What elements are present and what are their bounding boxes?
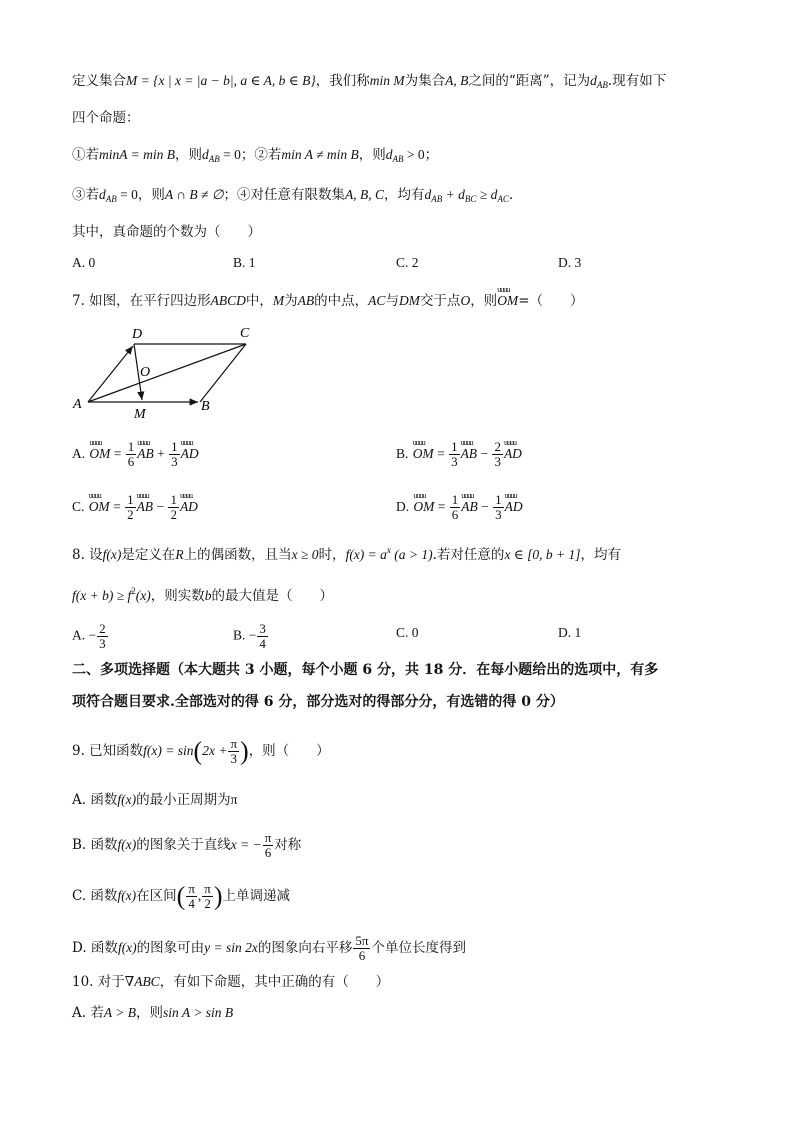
text: 中， [245, 293, 273, 309]
text: 个单位长度得到 [371, 940, 466, 956]
text: D. 函数 [72, 940, 118, 956]
section-2-heading-line-1: 二、多项选择题（本大题共 3 小题，每个小题 6 分，共 18 分．在每小题给出的选项中，有多 [72, 662, 659, 678]
denominator: 6 [451, 507, 459, 522]
numerator: 1 [170, 492, 177, 507]
numerator: 2 [99, 621, 106, 636]
q8-option-a[interactable] [72, 622, 109, 651]
q10-option-a[interactable] [72, 1003, 233, 1023]
vector-om: uuuu OM [497, 291, 518, 311]
text: 9. 已知函数 [72, 743, 144, 759]
math: π [230, 792, 238, 807]
label-a: A [73, 397, 82, 412]
fraction [186, 882, 197, 911]
math: AB [297, 293, 315, 308]
text: − [477, 446, 492, 461]
q8-option-b[interactable] [233, 622, 269, 651]
q9-option-b[interactable] [72, 831, 301, 860]
text: = [434, 499, 449, 514]
q6-option-c[interactable]: C. 2 [396, 255, 419, 270]
q8-stem-line-1 [72, 540, 621, 565]
fraction [449, 440, 460, 469]
text: ； [424, 147, 439, 163]
q6-line-1 [72, 71, 666, 95]
q7-option-b[interactable] [396, 440, 522, 469]
math: + d [442, 187, 465, 202]
q6-ask: 其中，真命题的个数为（ ） [72, 224, 261, 240]
fraction [492, 440, 503, 469]
denominator: 2 [127, 507, 134, 522]
text: ①若 [72, 147, 99, 163]
text: 为 [284, 293, 298, 309]
vector-om: uuuu OM [89, 444, 110, 464]
superscript: 2 [131, 586, 136, 596]
denominator: 6 [264, 845, 272, 860]
denominator: 2 [170, 507, 177, 522]
text: ，则 [137, 187, 165, 203]
math: f(x) [117, 940, 137, 955]
q8-option-d[interactable]: D. 1 [558, 625, 582, 640]
label-m: M [134, 407, 146, 422]
math: A > B [103, 1005, 136, 1020]
paren-left: ( [193, 736, 203, 766]
fraction [263, 831, 274, 860]
math: A, B [445, 73, 469, 88]
option-letter: C. [72, 499, 85, 514]
denominator: 6 [358, 948, 366, 963]
text: ；②若 [240, 147, 282, 163]
numerator: π [264, 830, 272, 845]
numerator: 5π [355, 933, 369, 948]
fraction [126, 440, 137, 469]
text: C. 函数 [72, 888, 118, 904]
text: A. 若 [72, 1005, 104, 1021]
math: (a > 1) [390, 547, 433, 562]
vector-om: uuuu OM [413, 497, 434, 517]
vector-ab: uuuu AB [461, 497, 478, 517]
text: ，均有 [384, 187, 425, 203]
math: = 0 [219, 147, 241, 162]
text: 的最大值是（ ） [211, 588, 333, 604]
superscript: x [386, 545, 391, 555]
math: f(x) = sin [143, 743, 194, 758]
math: f(x) [102, 547, 122, 562]
denominator: 3 [171, 454, 178, 469]
numerator: 1 [127, 439, 135, 454]
text: A. 函数 [72, 792, 118, 808]
math: ABCD [210, 293, 246, 308]
text: 7. 如图，在平行四边形 [72, 293, 211, 309]
subscript: AB [431, 194, 443, 204]
text: 与 [385, 293, 399, 309]
q9-option-c[interactable]: C. 函数f(x)在区间( $\frac{\pi}{4}$ , $\frac{\pi}{2}$ )上单调递减 [72, 881, 291, 911]
q7-option-a[interactable] [72, 440, 199, 469]
math: min A ≠ min B [281, 147, 359, 162]
set-expression: M = {x | x = |a − b|, a ∈ A, b ∈ B} [126, 73, 316, 88]
text: 8. 设 [72, 547, 103, 563]
math: d [424, 187, 432, 202]
math: A ∩ B ≠ ∅ [164, 187, 224, 202]
numerator: π [230, 736, 238, 751]
math: d [99, 187, 106, 202]
math: sin A > sin B [162, 1005, 234, 1020]
math: O [460, 293, 471, 308]
vector-ad: uuuu AD [505, 497, 523, 517]
option-letter: D. [396, 499, 410, 514]
vector-om: uuuu OM [89, 497, 110, 517]
text: ，均有 [580, 547, 622, 563]
fraction [168, 493, 179, 522]
text: 是定义在 [121, 547, 176, 563]
text: . [508, 187, 514, 203]
text: ③若 [72, 187, 99, 203]
text: 为集合 [404, 73, 446, 89]
math: ∇ABC [124, 974, 160, 989]
text: ，有如下命题，其中正确的有（ ） [159, 974, 390, 990]
numerator: π [188, 881, 195, 896]
q8-stem-line-2 [72, 581, 333, 606]
denominator: 2 [204, 896, 211, 911]
q9-option-d[interactable] [72, 934, 466, 963]
denominator: 3 [451, 454, 458, 469]
text: = [109, 499, 125, 514]
subscript: AB [208, 154, 220, 164]
math: 2x + [202, 743, 228, 758]
math: d [385, 147, 393, 162]
paren-right: ) [213, 881, 223, 911]
text: − [153, 499, 168, 514]
denominator: 3 [495, 507, 502, 522]
fraction [228, 737, 239, 766]
vector-ab: uuuu AB [461, 444, 478, 464]
text: 10. 对于 [72, 974, 125, 990]
fraction [353, 934, 370, 963]
text: ，我们称 [315, 73, 370, 89]
numerator: 3 [259, 621, 266, 636]
text: =（ ） [518, 293, 584, 309]
denominator: 3 [494, 454, 501, 469]
text: ，则实数 [150, 588, 205, 604]
subscript: AB [596, 80, 608, 90]
text: ，则 [470, 293, 498, 309]
math: x ∈ [0, b + 1] [504, 547, 581, 562]
q6-propositions-1-2 [72, 145, 438, 169]
math: y = sin 2x [204, 940, 258, 955]
math: x = − [230, 837, 262, 852]
paren-right: ) [240, 736, 249, 766]
q9-stem [72, 737, 330, 766]
math: > 0 [403, 147, 425, 162]
option-letter: B. [233, 627, 246, 643]
text: 对称 [274, 837, 302, 853]
q6-propositions-3-4 [72, 185, 513, 209]
numerator: π [204, 881, 211, 896]
option-letter: A. [72, 627, 86, 643]
vector-ab: uuuu AB [137, 497, 154, 517]
option-letter: A. [72, 446, 86, 461]
numerator: 1 [451, 439, 458, 454]
text: 交于点 [419, 293, 461, 309]
text: 在区间 [136, 888, 177, 904]
text: 定义集合 [72, 73, 126, 89]
math: A, B, C [345, 187, 385, 202]
text: 的中点， [314, 293, 369, 309]
math: R [175, 547, 184, 562]
q6-option-d[interactable]: D. 3 [558, 255, 582, 270]
text: = [110, 446, 125, 461]
text: 时， [318, 547, 346, 563]
math: f(x + b) ≥ f [72, 588, 132, 603]
text: 的图象可由 [136, 940, 205, 956]
label-o: O [140, 365, 151, 380]
subscript: BC [464, 194, 477, 204]
text: .若对任意的 [432, 547, 505, 563]
vector-ad: uuuu AD [504, 444, 522, 464]
text: 的图象向右平移 [257, 940, 353, 956]
q6-option-a[interactable]: A. 0 [72, 255, 96, 270]
q9-option-a[interactable] [72, 790, 237, 810]
math: f(x) [117, 792, 137, 807]
text: 上单调递减 [222, 888, 291, 904]
fraction [169, 440, 180, 469]
math: f(x) [117, 888, 137, 903]
fraction [257, 622, 268, 651]
text: 的最小正周期为 [136, 792, 231, 808]
denominator: 4 [259, 636, 266, 651]
fraction [125, 493, 136, 522]
numerator: 1 [171, 439, 178, 454]
q10-stem [72, 972, 389, 992]
text: + [153, 446, 169, 461]
text: = [433, 446, 449, 461]
text: 上的偶函数，且当 [183, 547, 292, 563]
fraction [493, 493, 504, 522]
denominator: 4 [188, 896, 195, 911]
denominator: 6 [127, 454, 135, 469]
text: ，则（ ） [248, 743, 330, 759]
text: .现有如下 [607, 73, 667, 89]
math: min M [369, 73, 405, 88]
math: d [590, 73, 597, 88]
q8-option-c[interactable]: C. 0 [396, 625, 419, 640]
numerator: 2 [494, 439, 501, 454]
text: ，则 [358, 147, 386, 163]
subscript: AC [497, 194, 509, 204]
q6-line-2: 四个命题： [72, 110, 140, 126]
parallelogram-figure [70, 322, 270, 422]
fraction [450, 493, 461, 522]
math: f(x) [117, 837, 137, 852]
text: 之间的“距离”，记为 [468, 73, 591, 89]
paren-left: ( [176, 881, 186, 911]
q7-option-c[interactable] [72, 493, 198, 522]
text: B. 函数 [72, 837, 118, 853]
math: d [201, 147, 209, 162]
vector-ab: uuuu AB [137, 444, 154, 464]
numerator: 1 [451, 492, 459, 507]
label-c: C [240, 326, 250, 341]
math: = 0 [116, 187, 138, 202]
math: (x) [135, 588, 151, 603]
text: ；④对任意有限数集 [223, 187, 346, 203]
label-d: D [132, 327, 143, 342]
vector-ad: uuuu AD [180, 497, 198, 517]
q7-stem [72, 291, 584, 311]
denominator: 3 [230, 751, 237, 766]
vector-om: uuuu OM [413, 444, 434, 464]
math: AC [368, 293, 386, 308]
text: − [477, 499, 493, 514]
vector-ad: uuuu AD [181, 444, 199, 464]
text: ，则 [135, 1005, 163, 1021]
text: ，则 [174, 147, 202, 163]
math: minA = min B [99, 147, 175, 162]
math: f(x) = a [345, 547, 387, 562]
text: 的图象关于直线 [136, 837, 231, 853]
fraction [202, 882, 213, 911]
option-letter: B. [396, 446, 409, 461]
section-2-heading-line-2: 项符合题目要求.全部选对的得 6 分，部分选对的得部分分，有选错的得 0 分） [72, 694, 564, 710]
math: b [204, 588, 212, 603]
q7-option-d[interactable] [396, 493, 523, 522]
math: DM [398, 293, 420, 308]
subscript: AB [392, 154, 404, 164]
subscript: AB [105, 194, 117, 204]
fraction [97, 622, 108, 651]
math: ≥ d [476, 187, 498, 202]
math: x ≥ 0 [291, 547, 319, 562]
sign: − [88, 627, 97, 643]
q6-option-b[interactable]: B. 1 [233, 255, 256, 270]
denominator: 3 [99, 636, 106, 651]
sign: − [248, 627, 257, 643]
math: M [272, 293, 285, 308]
numerator: 1 [127, 492, 134, 507]
label-b: B [201, 399, 210, 414]
numerator: 1 [495, 492, 502, 507]
